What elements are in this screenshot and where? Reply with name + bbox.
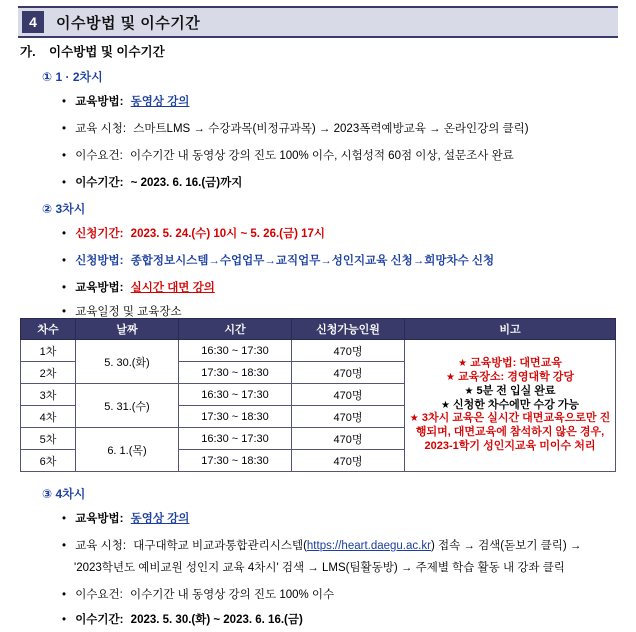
item3-line-2 — [74, 559, 565, 575]
bullet-icon: • — [62, 96, 67, 108]
subsection-a-marker: 가. — [20, 45, 36, 59]
cell-capacity: 470명 — [292, 450, 405, 472]
item2-line-0 — [62, 225, 325, 241]
col-time: 시간 — [179, 319, 292, 340]
item2-label: ② 3차시 — [42, 202, 86, 216]
item2-line-2-value: 실시간 대면 강의 — [130, 282, 215, 294]
cell-order: 5차 — [21, 428, 76, 450]
item2-line-1-label: 신청방법: — [75, 255, 124, 267]
section-number: 4 — [22, 11, 44, 33]
cell-capacity: 470명 — [292, 428, 405, 450]
section-title: 이수방법 및 이수기간 — [56, 14, 201, 32]
bullet-icon: • — [62, 150, 67, 162]
item1-line-2 — [62, 147, 514, 163]
bullet-icon: • — [62, 589, 67, 601]
table-row — [21, 340, 616, 362]
item1-line-0 — [62, 93, 189, 109]
item1-line-2-value: 이수기간 내 동영상 강의 진도 100% 이수, 시험성적 60점 이상, 설문조사 완료 — [130, 150, 514, 162]
item2-line-0-value: 2023. 5. 24.(수) 10시 ~ 5. 26.(금) 17시 — [130, 228, 326, 240]
item1-line-3 — [62, 174, 242, 190]
cell-date: 5. 30.(화) — [76, 340, 179, 384]
item1-line-2-label: 이수요건: — [75, 150, 123, 162]
section-header — [18, 6, 618, 38]
cell-order: 1차 — [21, 340, 76, 362]
note-4-label: 3차시 교육은 — [421, 412, 485, 425]
item1-line-1-value: 스마트LMS → 수강과목(비정규과목) → 2023폭력예방교육 → 온라인강의 클릭) — [133, 123, 529, 135]
table-header-row — [21, 319, 616, 340]
item1-label: ① 1 · 2차시 — [42, 70, 103, 84]
star-icon: ★ — [409, 413, 419, 425]
item1-line-1 — [62, 120, 529, 136]
cell-time: 17:30 ~ 18:30 — [179, 362, 292, 384]
cell-time: 17:30 ~ 18:30 — [179, 450, 292, 472]
star-icon: ★ — [445, 372, 455, 384]
cell-capacity: 470명 — [292, 384, 405, 406]
item3-line-1-label: 교육 시청: — [75, 540, 127, 552]
item2-line-2-label: 교육방법: — [75, 282, 124, 294]
subsection-a — [20, 42, 165, 60]
col-capacity: 신청가능인원 — [292, 319, 405, 340]
cell-order: 2차 — [21, 362, 76, 384]
item2-line-1-value: 종합정보시스템→수업업무→교직업무→성인지교육 신청→희망차수 신청 — [130, 255, 495, 267]
schedule-table — [20, 318, 616, 472]
item1-line-0-label: 교육방법: — [75, 96, 124, 108]
cell-date: 5. 31.(수) — [76, 384, 179, 428]
item1-line-1-label: 교육 시청: — [75, 123, 127, 135]
star-icon: ★ — [458, 358, 468, 370]
note-0-text: 대면교육 — [519, 357, 562, 370]
cell-time: 16:30 ~ 17:30 — [179, 428, 292, 450]
bullet-icon: • — [62, 123, 67, 135]
bullet-icon: • — [62, 228, 67, 240]
bullet-icon: • — [62, 255, 67, 267]
bullet-icon: • — [62, 282, 67, 294]
star-icon: ★ — [464, 385, 474, 397]
col-order: 차수 — [21, 319, 76, 340]
item3-line-0-label: 교육방법: — [75, 513, 124, 525]
cell-time: 16:30 ~ 17:30 — [179, 384, 292, 406]
bullet-icon: • — [62, 614, 67, 626]
cell-notes — [405, 340, 616, 472]
note-0-label: 교육방법: — [470, 357, 517, 370]
note-3 — [407, 399, 613, 413]
item1-line-0-value: 동영상 강의 — [130, 96, 190, 108]
cell-capacity: 470명 — [292, 406, 405, 428]
col-note: 비고 — [405, 319, 616, 340]
cell-time: 17:30 ~ 18:30 — [179, 406, 292, 428]
note-4 — [407, 412, 613, 453]
item1-line-3-label: 이수기간: — [75, 177, 124, 189]
cell-capacity: 470명 — [292, 362, 405, 384]
item3-line-4 — [62, 611, 303, 627]
bullet-icon: • — [62, 306, 67, 318]
bullet-icon: • — [62, 540, 67, 552]
item3-line-4-value: 2023. 5. 30.(화) ~ 2023. 6. 16.(금) — [130, 614, 303, 626]
cell-order: 6차 — [21, 450, 76, 472]
star-icon: ★ — [440, 399, 450, 411]
item2-line-1 — [62, 252, 494, 268]
note-2-text: 5분 전 입실 완료 — [476, 384, 556, 397]
item2-line-3 — [62, 303, 182, 319]
cell-date: 6. 1.(목) — [76, 428, 179, 472]
item3-line-4-label: 이수기간: — [75, 614, 124, 626]
item2-line-0-label: 신청기간: — [75, 228, 124, 240]
item1-line-3-value: ~ 2023. 6. 16.(금)까지 — [130, 177, 243, 189]
item3-line-0 — [62, 510, 189, 526]
bullet-icon: • — [62, 513, 67, 525]
item2-line-3-label: 교육일정 및 교육장소 — [75, 306, 182, 318]
note-1 — [407, 371, 613, 385]
item3-line-0-value: 동영상 강의 — [130, 513, 190, 525]
cell-time: 16:30 ~ 17:30 — [179, 340, 292, 362]
bullet-icon: • — [62, 177, 67, 189]
cell-order: 3차 — [21, 384, 76, 406]
item2-line-2 — [62, 279, 215, 295]
note-0 — [407, 357, 613, 371]
cell-order: 4차 — [21, 406, 76, 428]
note-2 — [407, 385, 613, 399]
item3-line-3-label: 이수요건: — [75, 589, 123, 601]
note-1-text: 경영대학 강당 — [507, 371, 575, 384]
item3-line-2-value: '2023학년도 예비교원 성인지 교육 4차시' 검색 → LMS(팀활동방) → 주제별 학습 활동 내 강좌 클릭 — [74, 562, 565, 574]
col-date: 날짜 — [76, 319, 179, 340]
item3-line-3-value: 이수기간 내 동영상 강의 진도 100% 이수 — [130, 589, 335, 601]
cell-capacity: 470명 — [292, 340, 405, 362]
note-1-label: 교육장소: — [457, 371, 505, 384]
note-3-text: 신청한 차수에만 수강 가능 — [452, 398, 580, 411]
note-4-text: 실시간 대면교육으로만 진행되며, 대면교육에 참석하지 않은 경우, 2023-1학기 성인지교육 미이수 처리 — [415, 412, 611, 452]
heart-link[interactable]: https://heart.daegu.ac.kr — [306, 540, 431, 552]
item3-line-1: • 교육 시청: 대구대학교 비교과통합관리시스템(https://heart.daegu.ac.kr) 접속 → 검색(돋보기 클릭) → — [62, 540, 582, 552]
item3-line-3 — [62, 586, 334, 602]
subsection-a-title: 이수방법 및 이수기간 — [49, 45, 165, 59]
item3-label: ③ 4차시 — [42, 487, 86, 501]
